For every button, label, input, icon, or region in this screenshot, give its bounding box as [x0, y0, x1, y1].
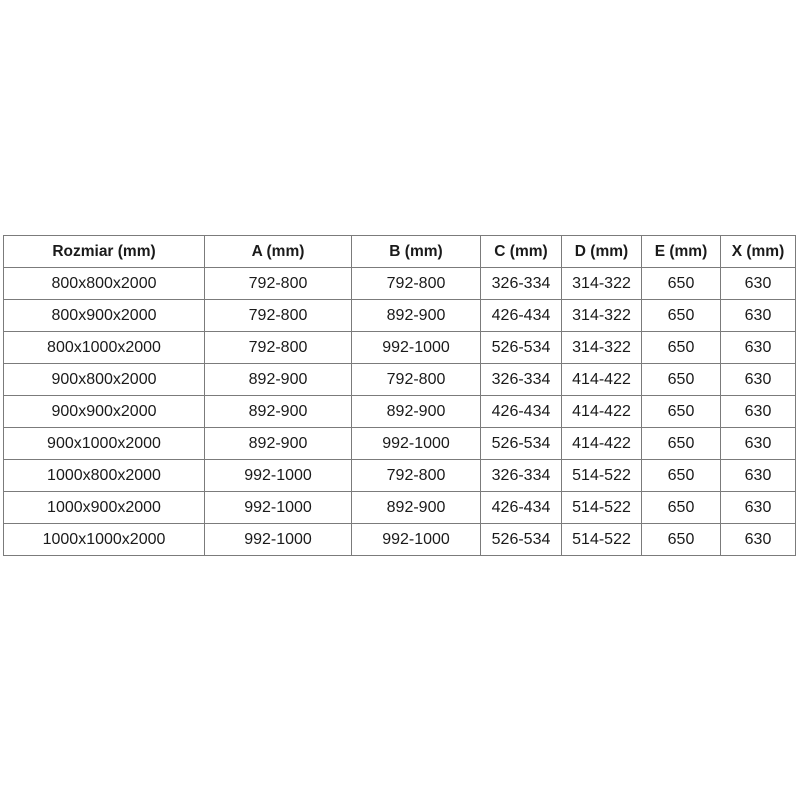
- table-cell-c: 526-534: [481, 428, 562, 460]
- table-cell-b: 792-800: [352, 364, 481, 396]
- table-cell-d: 414-422: [562, 364, 642, 396]
- table-cell-c: 426-434: [481, 396, 562, 428]
- table-cell-x: 630: [721, 492, 796, 524]
- table-cell-b: 892-900: [352, 492, 481, 524]
- table-cell-d: 314-322: [562, 332, 642, 364]
- table-cell-c: 426-434: [481, 300, 562, 332]
- column-header-rozmiar: Rozmiar (mm): [4, 236, 205, 268]
- table-cell-a: 892-900: [205, 428, 352, 460]
- table-cell-x: 630: [721, 300, 796, 332]
- table-cell-a: 992-1000: [205, 524, 352, 556]
- table-cell-c: 326-334: [481, 460, 562, 492]
- table-cell-d: 514-522: [562, 460, 642, 492]
- table-row: [4, 332, 796, 364]
- table-cell-c: 326-334: [481, 268, 562, 300]
- table-cell-b: 792-800: [352, 460, 481, 492]
- table-cell-rozmiar: 900x1000x2000: [4, 428, 205, 460]
- table-cell-e: 650: [642, 492, 721, 524]
- table-cell-a: 792-800: [205, 268, 352, 300]
- size-specification-table: [3, 235, 796, 556]
- table-cell-d: 514-522: [562, 524, 642, 556]
- table-cell-e: 650: [642, 300, 721, 332]
- table-cell-rozmiar: 1000x1000x2000: [4, 524, 205, 556]
- table-cell-rozmiar: 800x1000x2000: [4, 332, 205, 364]
- column-header-c: C (mm): [481, 236, 562, 268]
- column-header-a: A (mm): [205, 236, 352, 268]
- table-cell-b: 992-1000: [352, 524, 481, 556]
- table-cell-b: 892-900: [352, 396, 481, 428]
- table-cell-a: 892-900: [205, 364, 352, 396]
- table-cell-a: 992-1000: [205, 492, 352, 524]
- table-cell-a: 892-900: [205, 396, 352, 428]
- table-cell-x: 630: [721, 364, 796, 396]
- table-row: [4, 460, 796, 492]
- table-row: [4, 428, 796, 460]
- table-cell-rozmiar: 800x800x2000: [4, 268, 205, 300]
- table-cell-x: 630: [721, 524, 796, 556]
- table-cell-b: 892-900: [352, 300, 481, 332]
- table-cell-a: 792-800: [205, 332, 352, 364]
- table-cell-e: 650: [642, 460, 721, 492]
- table-cell-x: 630: [721, 396, 796, 428]
- header-row: [4, 236, 796, 268]
- table-cell-e: 650: [642, 332, 721, 364]
- table-cell-x: 630: [721, 332, 796, 364]
- table-cell-d: 414-422: [562, 396, 642, 428]
- table-row: [4, 268, 796, 300]
- table-cell-a: 792-800: [205, 300, 352, 332]
- table-cell-x: 630: [721, 460, 796, 492]
- table-cell-d: 314-322: [562, 300, 642, 332]
- table-row: [4, 524, 796, 556]
- table-row: [4, 364, 796, 396]
- table-cell-e: 650: [642, 364, 721, 396]
- table-cell-d: 414-422: [562, 428, 642, 460]
- table-cell-c: 526-534: [481, 524, 562, 556]
- table-cell-e: 650: [642, 428, 721, 460]
- table-cell-rozmiar: 900x800x2000: [4, 364, 205, 396]
- table-cell-x: 630: [721, 268, 796, 300]
- table-cell-rozmiar: 1000x800x2000: [4, 460, 205, 492]
- table-cell-c: 526-534: [481, 332, 562, 364]
- table-cell-e: 650: [642, 396, 721, 428]
- table-cell-d: 314-322: [562, 268, 642, 300]
- table-cell-e: 650: [642, 524, 721, 556]
- table-cell-a: 992-1000: [205, 460, 352, 492]
- table-cell-rozmiar: 1000x900x2000: [4, 492, 205, 524]
- table-row: [4, 396, 796, 428]
- table-cell-x: 630: [721, 428, 796, 460]
- table-cell-c: 326-334: [481, 364, 562, 396]
- table-cell-rozmiar: 900x900x2000: [4, 396, 205, 428]
- table-row: [4, 300, 796, 332]
- table-cell-b: 992-1000: [352, 332, 481, 364]
- table-cell-rozmiar: 800x900x2000: [4, 300, 205, 332]
- column-header-b: B (mm): [352, 236, 481, 268]
- table-cell-d: 514-522: [562, 492, 642, 524]
- table-cell-b: 792-800: [352, 268, 481, 300]
- table-cell-e: 650: [642, 268, 721, 300]
- table-cell-b: 992-1000: [352, 428, 481, 460]
- column-header-e: E (mm): [642, 236, 721, 268]
- table-cell-c: 426-434: [481, 492, 562, 524]
- table-row: [4, 492, 796, 524]
- column-header-d: D (mm): [562, 236, 642, 268]
- column-header-x: X (mm): [721, 236, 796, 268]
